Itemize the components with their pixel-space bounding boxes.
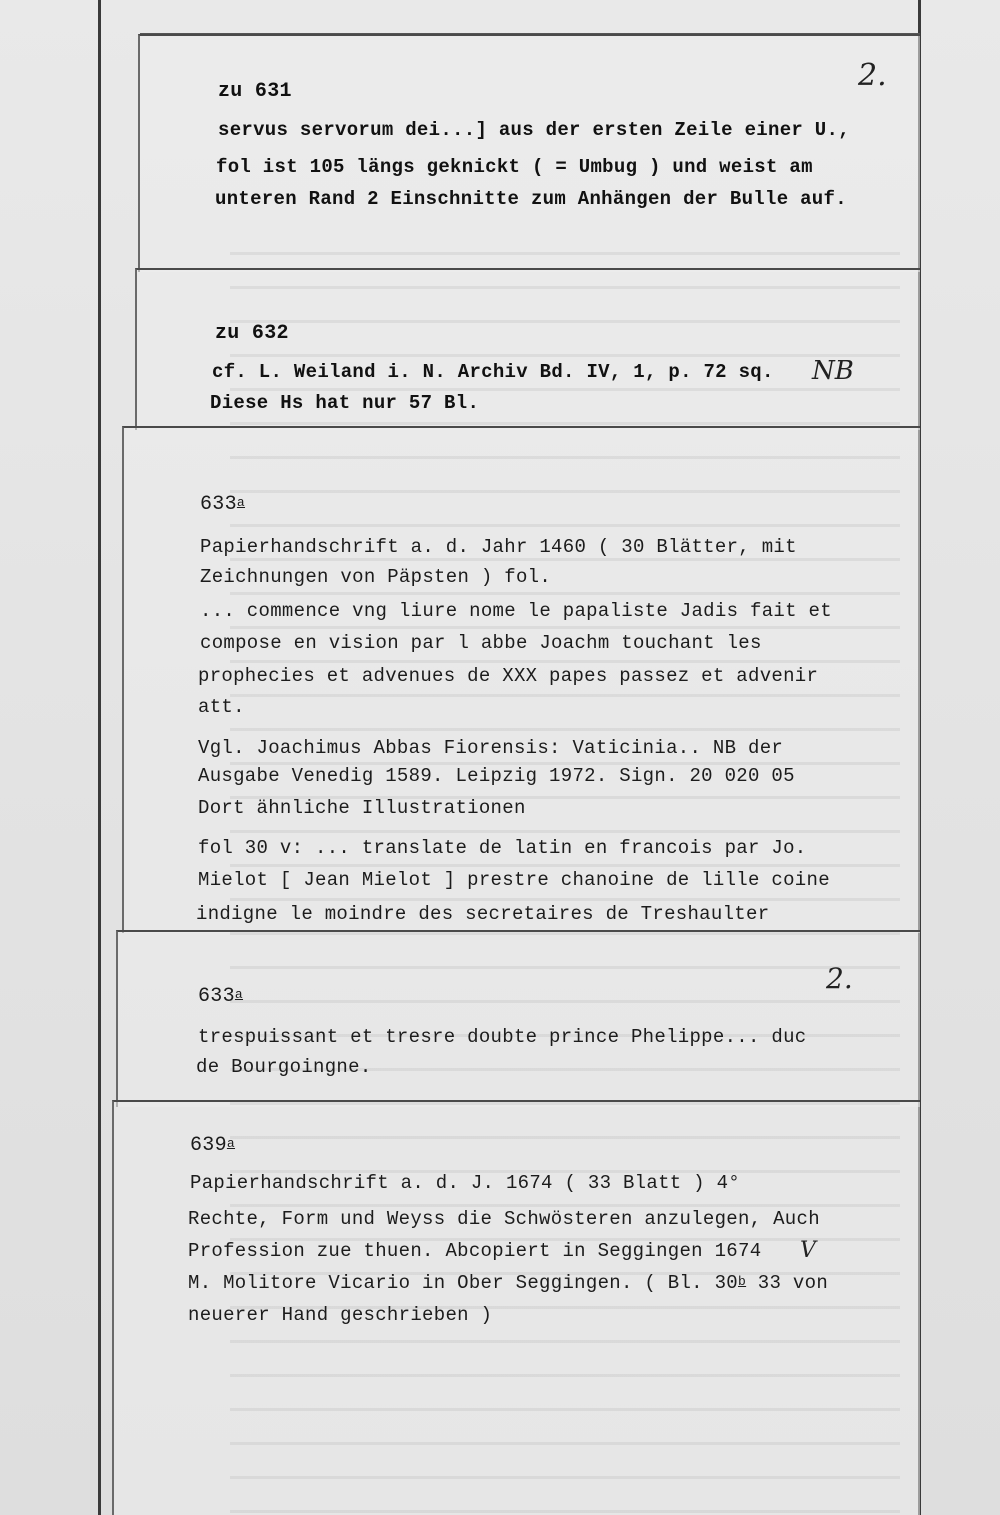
block-633a-2-sup: a <box>234 987 244 1002</box>
block-633a-1-line-10: fol 30 v: ... translate de latin en francois par Jo. <box>198 837 807 859</box>
block-639a-line-4-tail: 33 von <box>746 1272 829 1294</box>
block-633a-1-line-9: Dort ähnliche Illustrationen <box>198 797 526 819</box>
block-639a-number: 639 <box>190 1134 227 1157</box>
block-639a-label <box>190 1134 235 1157</box>
block-639a-line-4-sup: b <box>738 1274 747 1289</box>
block-633a-2-line-1: trespuissant et tresre doubte prince Phelippe... duc <box>198 1026 807 1048</box>
block-633a-1-line-3: ... commence vng liure nome le papaliste Jadis fait et <box>200 600 832 622</box>
block-639a-line-4 <box>188 1272 828 1294</box>
block-633a-1-sup: a <box>236 495 246 510</box>
block-633a-1-line-1: Papierhandschrift a. d. Jahr 1460 ( 30 Blätter, mit <box>200 536 797 558</box>
block-633a-1-line-12: indigne le moindre des secretaires de Treshaulter <box>196 903 770 925</box>
block-633a-1-line-11: Mielot [ Jean Mielot ] prestre chanoine de lille coine <box>198 869 830 891</box>
block-633a-1-number: 633 <box>200 493 237 516</box>
block-631-line-2: fol ist 105 längs geknickt ( = Umbug ) und weist am <box>216 156 813 178</box>
block-631-line-1: servus servorum dei...] aus der ersten Zeile einer U., <box>218 119 850 141</box>
block-633a-1-line-5: prophecies et advenues de XXX papes passez et advenir <box>198 665 819 687</box>
block-639a-sup: a <box>226 1136 236 1151</box>
left-binding-edge <box>98 0 101 1515</box>
section-mark: 2. <box>826 962 853 995</box>
block-633a-1-line-4: compose en vision par l abbe Joachm touchant les <box>200 632 762 654</box>
block-631-line-3: unteren Rand 2 Einschnitte zum Anhängen der Bulle auf. <box>215 188 847 210</box>
block-633a-1-line-7: Vgl. Joachimus Abbas Fiorensis: Vaticinia.. NB der <box>198 737 784 759</box>
block-633a-2-number: 633 <box>198 985 235 1008</box>
block-632-line-2: Diese Hs hat nur 57 Bl. <box>210 392 480 414</box>
block-639a-line-1: Papierhandschrift a. d. J. 1674 ( 33 Blatt ) 4° <box>190 1172 740 1194</box>
block-633a-2-line-2: de Bourgoingne. <box>196 1056 372 1078</box>
block-632-line-1: cf. L. Weiland i. N. Archiv Bd. IV, 1, p. 72 sq. <box>212 361 774 383</box>
block-633a-1-line-2: Zeichnungen von Päpsten ) fol. <box>200 566 552 588</box>
block-639a-line-4-text: M. Molitore Vicario in Ober Seggingen. ( Bl. 30 <box>188 1272 738 1294</box>
block-639a-line-5: neuerer Hand geschrieben ) <box>188 1304 493 1326</box>
side-annotation: V <box>800 1238 816 1263</box>
block-631-label: zu 631 <box>218 80 292 103</box>
block-632-label: zu 632 <box>215 322 289 345</box>
block-633a-2-label <box>198 985 243 1008</box>
nb-annotation: NB <box>812 356 854 386</box>
block-633a-1-line-6: att. <box>198 696 245 718</box>
block-633a-1-label <box>200 493 245 516</box>
block-639a-line-2: Rechte, Form und Weyss die Schwösteren anzulegen, Auch <box>188 1208 820 1230</box>
block-639a-line-3: Profession zue thuen. Abcopiert in Seggingen 1674 <box>188 1240 762 1262</box>
block-633a-1-line-8: Ausgabe Venedig 1589. Leipzig 1972. Sign. 20 020 05 <box>198 765 795 787</box>
page-number: 2. <box>858 58 887 93</box>
